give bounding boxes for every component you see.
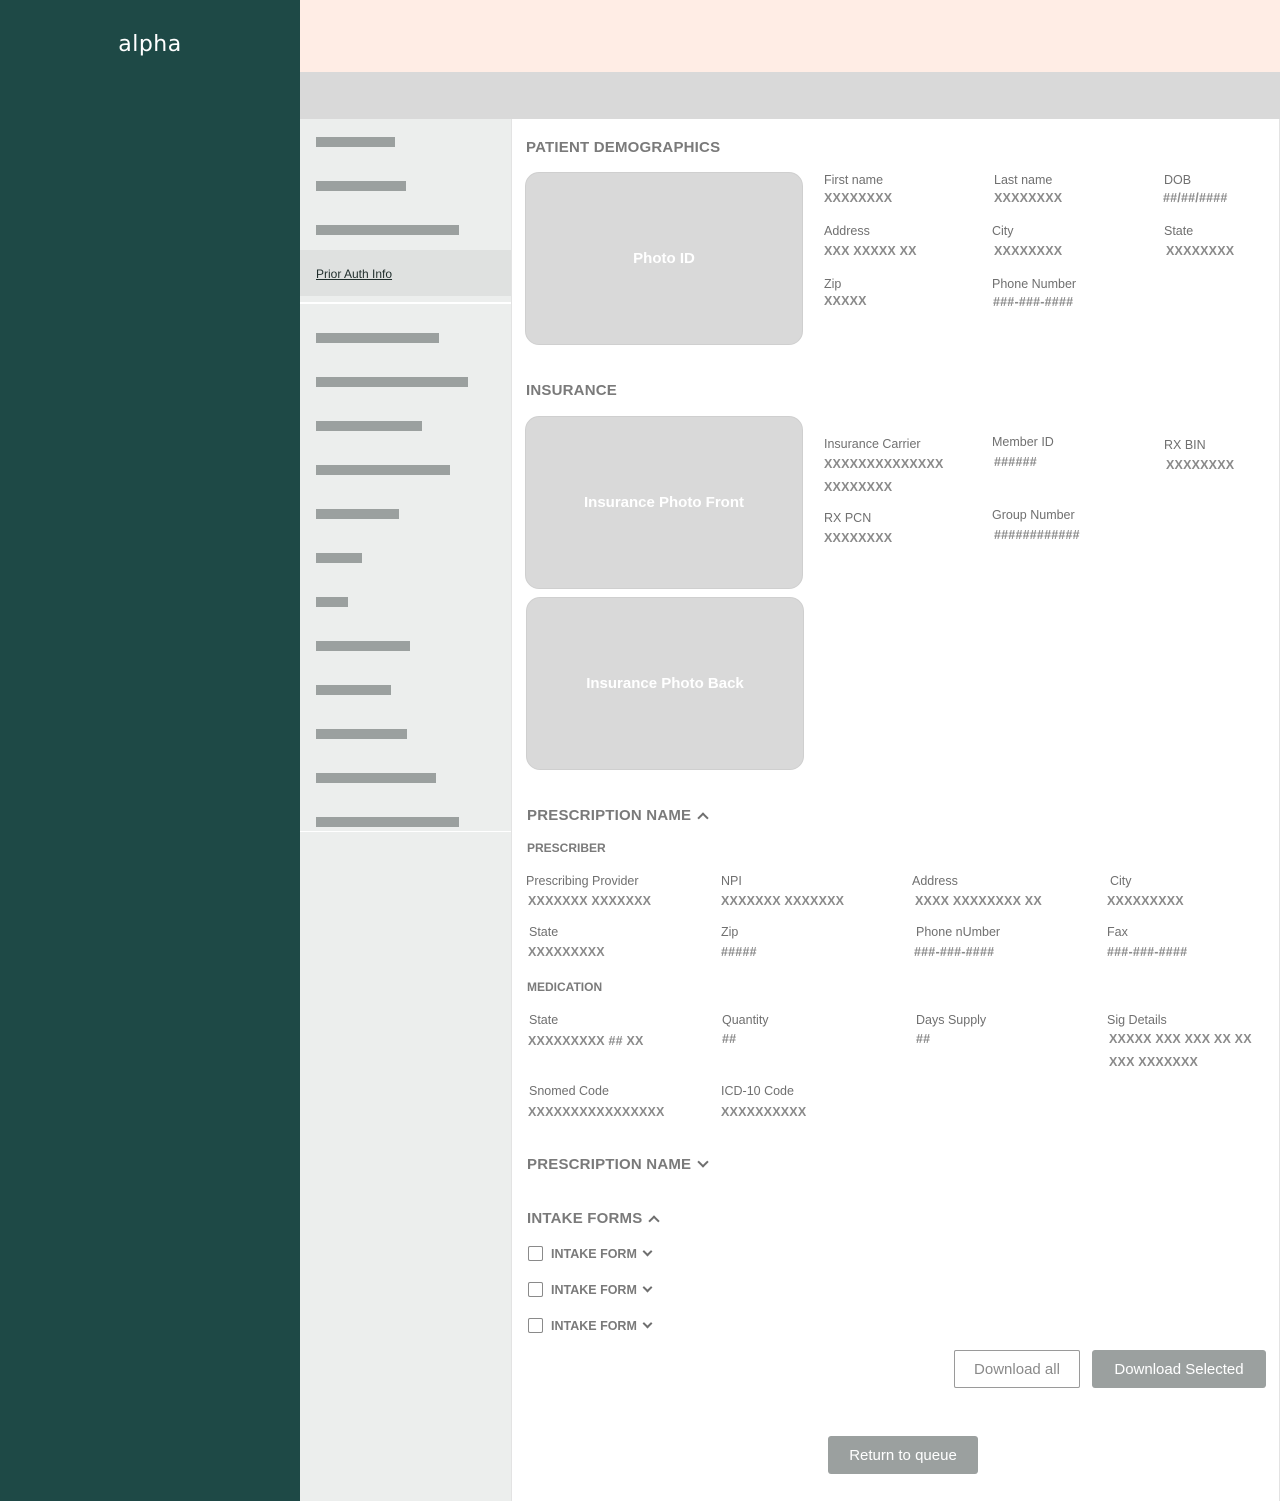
section-nav (300, 119, 511, 1501)
prescription-toggle-collapsed[interactable] (527, 1156, 707, 1173)
prescriber-state-value: XXXXXXXXX (528, 945, 605, 959)
prescriber-phone-value: ###-###-#### (914, 945, 995, 959)
nav-placeholder-item[interactable] (316, 333, 439, 343)
last-name-value: XXXXXXXX (994, 191, 1063, 205)
prescribing-provider-value: XXXXXXX XXXXXXX (528, 894, 652, 908)
prescriber-city-value: XXXXXXXXX (1107, 894, 1184, 908)
quantity-label: Quantity (722, 1013, 769, 1027)
nav-placeholder-item[interactable] (316, 509, 399, 519)
address-label: Address (824, 224, 870, 238)
state-label: State (1164, 224, 1194, 238)
insurance-photo-back-label: Insurance Photo Back (586, 675, 744, 692)
prescriber-phone-label: Phone nUmber (916, 925, 1001, 939)
insurance-carrier-label: Insurance Carrier (824, 437, 921, 451)
intake-form-checkbox[interactable] (528, 1318, 543, 1333)
prescriber-address-value: XXXX XXXXXXXX XX (915, 894, 1042, 908)
group-number-value: ############ (994, 528, 1080, 542)
rx-pcn-label: RX PCN (824, 511, 872, 525)
prescriber-address-label: Address (912, 874, 958, 888)
photo-id-image[interactable] (525, 172, 803, 345)
return-to-queue-button[interactable]: Return to queue (828, 1436, 978, 1474)
sub-header-bar (300, 72, 1280, 119)
nav-placeholder-item[interactable] (316, 225, 459, 235)
npi-value: XXXXXXX XXXXXXX (721, 894, 845, 908)
sig-details-value: XXXXX XXX XXX XX XX (1109, 1032, 1252, 1046)
nav-placeholder-item[interactable] (316, 685, 391, 695)
insurance-photo-front-label: Insurance Photo Front (583, 494, 744, 511)
prescriber-city-label: City (1110, 874, 1132, 888)
chevron-down-icon (642, 1283, 652, 1293)
sig-details-label: Sig Details (1107, 1013, 1167, 1027)
intake-form-label: INTAKE FORM (551, 1283, 637, 1297)
nav-placeholder-item[interactable] (316, 773, 436, 783)
medication-title: MEDICATION (527, 980, 603, 994)
prescription-toggle-expanded[interactable] (527, 807, 707, 824)
prescription-title: PRESCRIPTION NAME (527, 807, 692, 824)
first-name-label: First name (824, 173, 884, 187)
sig-details-value-cont: XXX XXXXXXX (1109, 1055, 1199, 1069)
intake-form-label: INTAKE FORM (551, 1247, 637, 1261)
logo: alpha (118, 32, 182, 57)
insurance-title: INSURANCE (526, 382, 617, 399)
left-sidebar (0, 0, 300, 1501)
intake-form-toggle[interactable] (551, 1283, 651, 1297)
intake-form-label: INTAKE FORM (551, 1319, 637, 1333)
quantity-value: ## (722, 1032, 737, 1046)
nav-placeholder-item[interactable] (316, 181, 406, 191)
photo-id-label: Photo ID (633, 250, 695, 267)
intake-form-toggle[interactable] (551, 1319, 651, 1333)
intake-forms-title: INTAKE FORMS (527, 1210, 643, 1227)
dob-value: ##/##/#### (1163, 191, 1228, 205)
npi-label: NPI (721, 874, 742, 888)
chevron-down-icon (698, 1156, 709, 1167)
top-banner (300, 0, 1280, 72)
intake-forms-toggle[interactable] (527, 1210, 658, 1227)
nav-placeholder-item[interactable] (316, 465, 450, 475)
rx-bin-value: XXXXXXXX (1166, 458, 1235, 472)
chevron-up-icon (698, 812, 709, 823)
member-id-value: ###### (994, 455, 1037, 469)
chevron-down-icon (642, 1319, 652, 1329)
phone-label: Phone Number (992, 277, 1077, 291)
nav-placeholder-item[interactable] (316, 421, 422, 431)
download-selected-button[interactable]: Download Selected (1092, 1350, 1266, 1388)
icd10-code-label: ICD-10 Code (721, 1084, 794, 1098)
nav-placeholder-item[interactable] (316, 817, 459, 827)
days-supply-value: ## (916, 1032, 931, 1046)
intake-form-toggle[interactable] (551, 1247, 651, 1261)
intake-form-checkbox[interactable] (528, 1282, 543, 1297)
medication-state-value: XXXXXXXXX ## XX (528, 1034, 644, 1048)
nav-placeholder-item[interactable] (316, 729, 407, 739)
address-value: XXX XXXXX XX (824, 244, 917, 258)
nav-placeholder-item[interactable] (316, 641, 410, 651)
insurance-carrier-value: XXXXXXXXXXXXXX (824, 457, 944, 471)
prescribing-provider-label: Prescribing Provider (526, 874, 639, 888)
download-all-button[interactable]: Download all (954, 1350, 1080, 1388)
city-value: XXXXXXXX (994, 244, 1063, 258)
insurance-photo-front[interactable] (525, 416, 803, 589)
city-label: City (992, 224, 1014, 238)
zip-value: XXXXX (824, 294, 867, 308)
prescriber-title: PRESCRIBER (527, 841, 606, 855)
intake-form-checkbox[interactable] (528, 1246, 543, 1261)
prescriber-fax-label: Fax (1107, 925, 1128, 939)
prescriber-zip-label: Zip (721, 925, 739, 939)
nav-placeholder-item[interactable] (316, 553, 362, 563)
icd10-code-value: XXXXXXXXXX (721, 1105, 807, 1119)
snomed-code-value: XXXXXXXXXXXXXXXX (528, 1105, 665, 1119)
days-supply-label: Days Supply (916, 1013, 987, 1027)
demographics-title: PATIENT DEMOGRAPHICS (526, 139, 721, 156)
prescriber-state-label: State (529, 925, 559, 939)
snomed-code-label: Snomed Code (529, 1084, 609, 1098)
insurance-carrier-value-cont: XXXXXXXX (824, 480, 893, 494)
first-name-value: XXXXXXXX (824, 191, 893, 205)
chevron-down-icon (642, 1247, 652, 1257)
prescriber-fax-value: ###-###-#### (1107, 945, 1188, 959)
nav-item-prior-auth-label[interactable]: Prior Auth Info (316, 267, 393, 281)
prescriber-zip-value: ##### (721, 945, 757, 959)
state-value: XXXXXXXX (1166, 244, 1235, 258)
nav-divider (300, 302, 511, 304)
member-id-label: Member ID (992, 435, 1054, 449)
main-content (511, 119, 1280, 1501)
nav-placeholder-item[interactable] (316, 137, 395, 147)
nav-placeholder-item[interactable] (316, 597, 348, 607)
prescription-title: PRESCRIPTION NAME (527, 1156, 692, 1173)
last-name-label: Last name (994, 173, 1053, 187)
chevron-up-icon (649, 1215, 660, 1226)
rx-pcn-value: XXXXXXXX (824, 531, 893, 545)
phone-value: ###-###-#### (993, 295, 1074, 309)
zip-label: Zip (824, 277, 842, 291)
group-number-label: Group Number (992, 508, 1075, 522)
insurance-photo-back[interactable] (526, 597, 804, 770)
rx-bin-label: RX BIN (1164, 438, 1206, 452)
medication-state-label: State (529, 1013, 559, 1027)
nav-placeholder-item[interactable] (316, 377, 468, 387)
nav-divider (300, 831, 511, 832)
dob-label: DOB (1164, 173, 1192, 187)
